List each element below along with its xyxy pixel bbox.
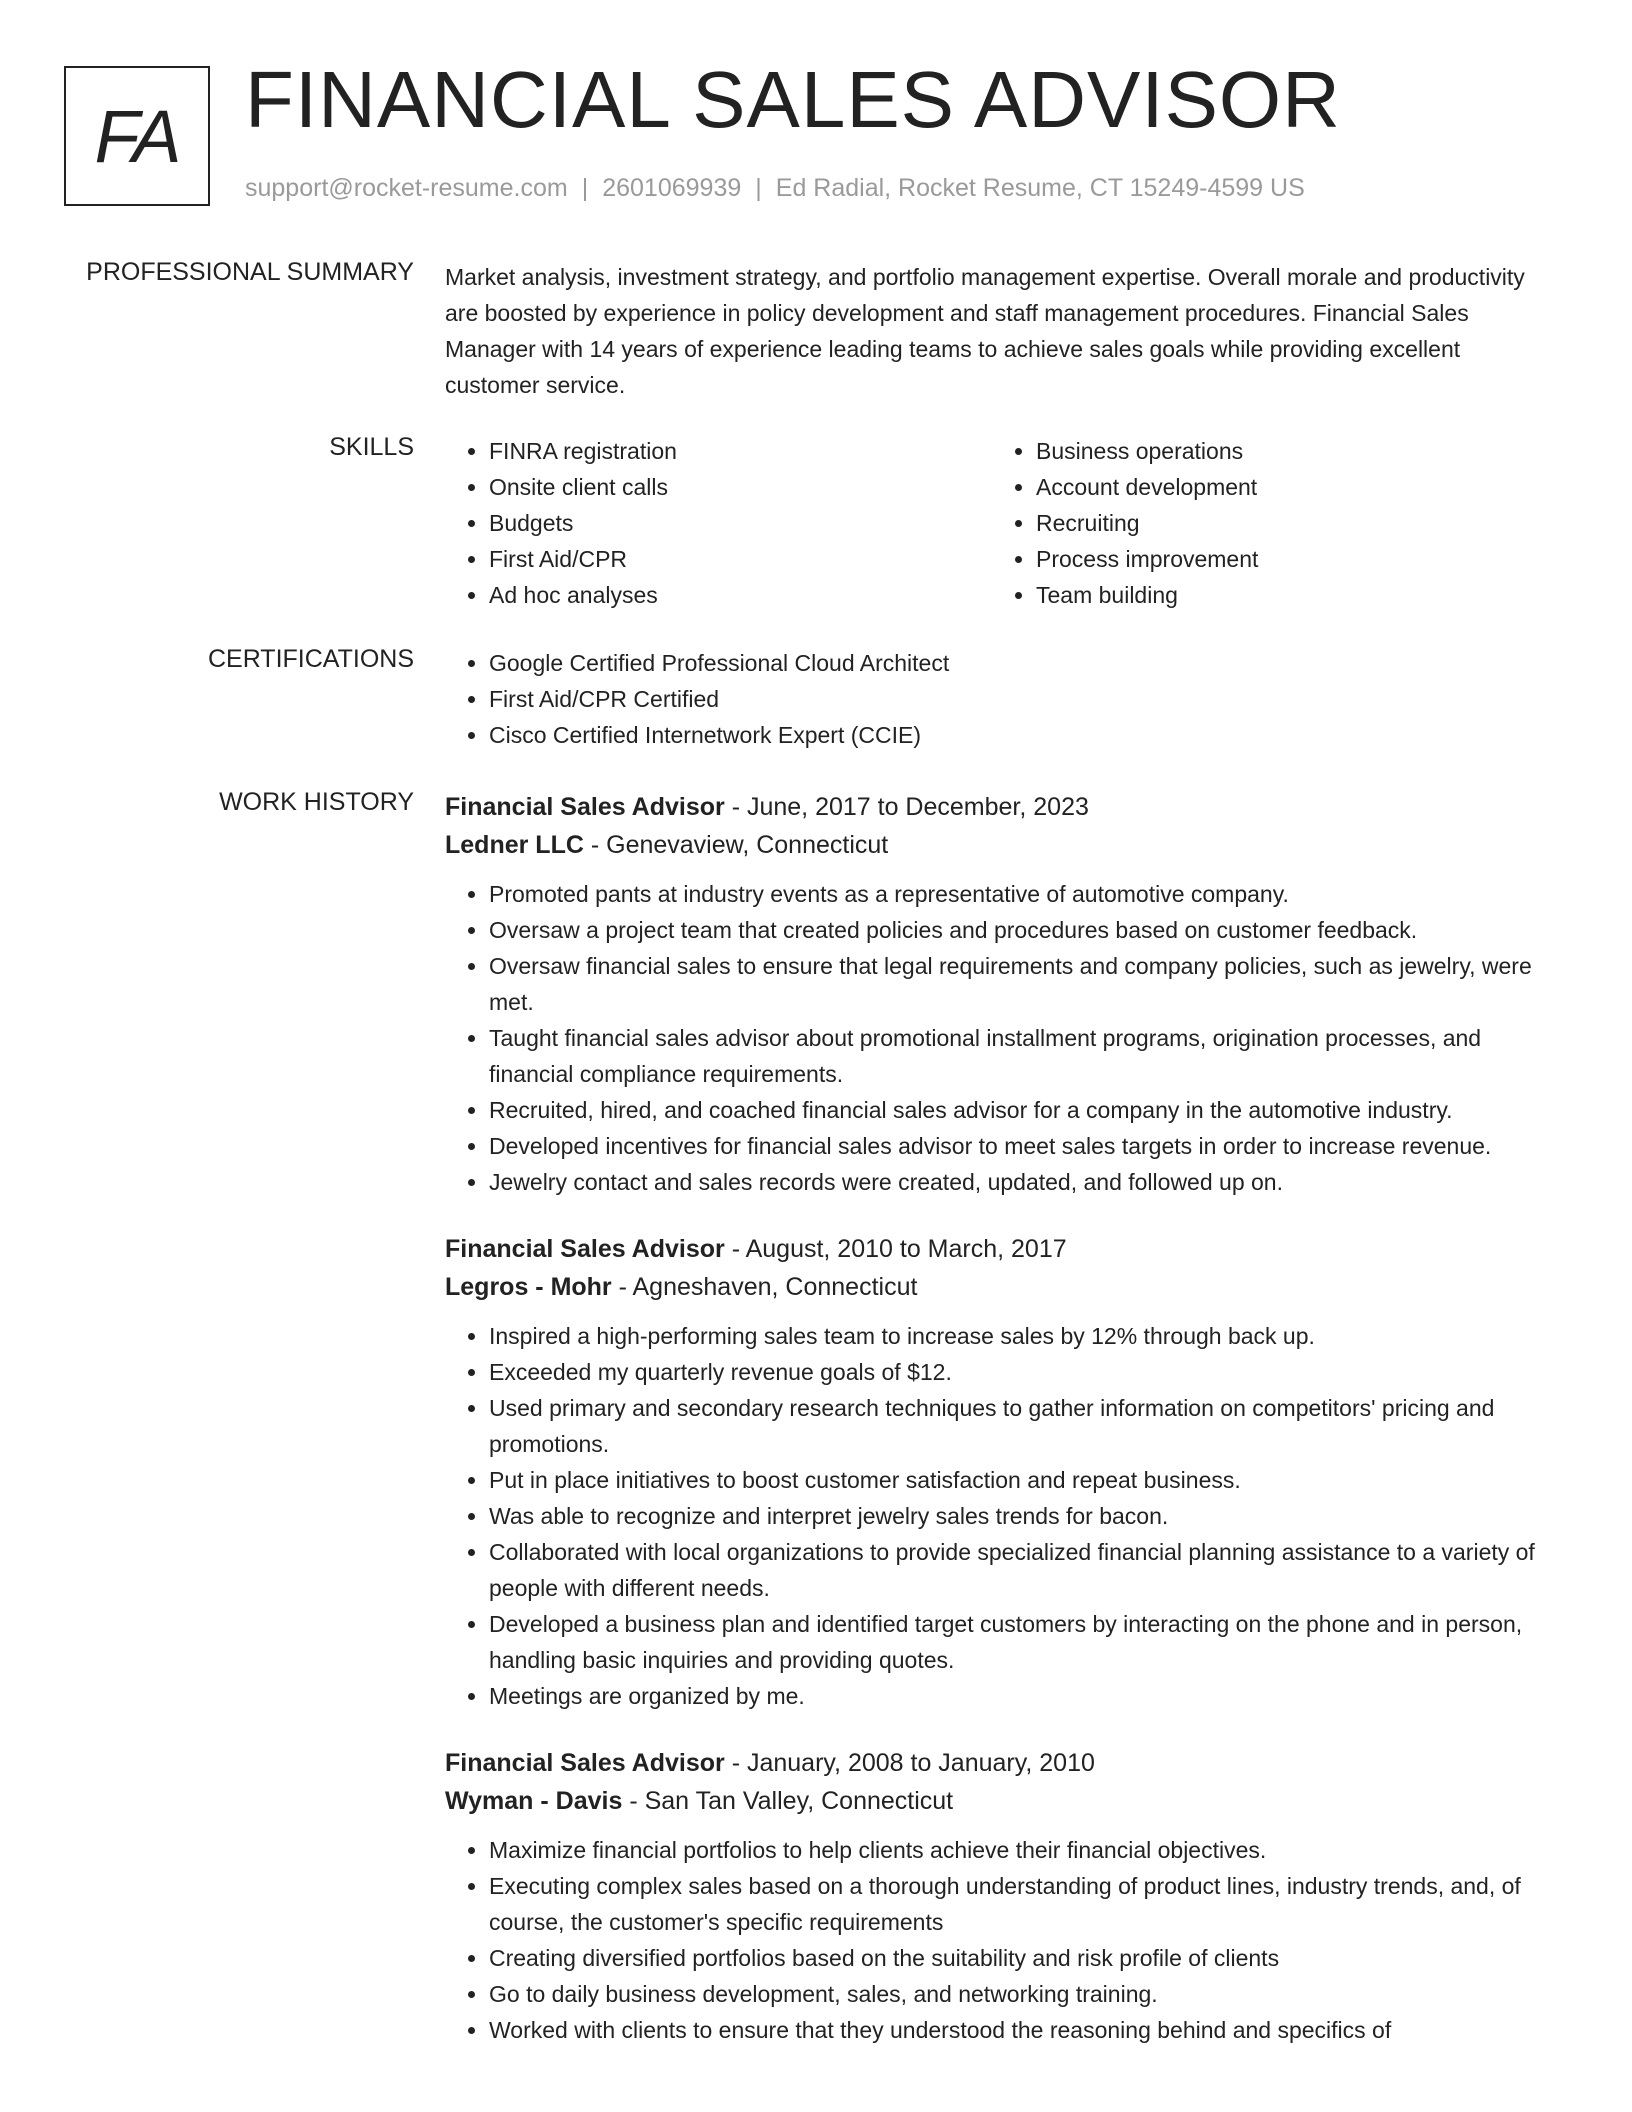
skills-list-left [445,433,992,613]
job-title-line [445,1230,1555,1268]
list-item: • Budgets [489,505,992,541]
list-item: • Was able to recognize and interpret jewelry sales trends for bacon. [489,1498,1555,1534]
certifications-body [445,645,1555,753]
skills-list-right [992,433,1539,613]
list-item: • Taught financial sales advisor about promotional installment programs, origination processes, and financial compliance requirements. [489,1020,1555,1092]
list-item: • Recruited, hired, and coached financial sales advisor for a company in the automotive industry. [489,1092,1555,1128]
list-item: • Go to daily business development, sales, and networking training. [489,1976,1555,2012]
list-item: • Developed incentives for financial sales advisor to meet sales targets in order to increase revenue. [489,1128,1555,1164]
contact-address: Ed Radial, Rocket Resume, CT 15249-4599 US [775,174,1305,202]
list-item: • Recruiting [1036,505,1539,541]
job-title: Financial Sales Advisor [445,1235,725,1263]
resume-name: FINANCIAL SALES ADVISOR [245,55,1341,144]
certifications-list [445,645,1555,753]
job-title-line [445,1744,1555,1782]
contact-phone: 2601069939 [602,174,742,202]
job-company: Legros - Mohr [445,1273,612,1301]
contact-email: support@rocket-resume.com [245,174,568,202]
job-company-line [445,1782,1555,1820]
job-company: Ledner LLC [445,831,584,859]
job-location: - San Tan Valley, Connecticut [622,1787,954,1815]
list-item: • Cisco Certified Internetwork Expert (CCIE) [489,717,1555,753]
contact-separator: | [581,174,589,202]
list-item: • Collaborated with local organizations to provide specialized financial planning assistance to a variety of people with different needs. [489,1534,1555,1606]
job-entry [445,1744,1555,2048]
job-dates: - January, 2008 to January, 2010 [724,1749,1095,1777]
skills-body [445,433,1555,613]
list-item: • Promoted pants at industry events as a representative of automotive company. [489,876,1555,912]
contact-line [245,174,1305,203]
list-item: • Meetings are organized by me. [489,1678,1555,1714]
monogram-logo [64,66,210,206]
job-bullets [445,1318,1555,1714]
job-dates: - June, 2017 to December, 2023 [724,793,1089,821]
section-heading: CERTIFICATIONS [207,645,414,673]
list-item: • Put in place initiatives to boost customer satisfaction and repeat business. [489,1462,1555,1498]
list-item: • Executing complex sales based on a thorough understanding of product lines, industry trends, and, of course, the customer's specific requirements [489,1868,1555,1940]
section-heading: PROFESSIONAL SUMMARY [86,258,414,286]
list-item: • Exceeded my quarterly revenue goals of $12. [489,1354,1555,1390]
list-item: • Worked with clients to ensure that they understood the reasoning behind and specifics of [489,2012,1555,2048]
job-bullets [445,1832,1555,2048]
list-item: • Google Certified Professional Cloud Architect [489,645,1555,681]
job-dates: - August, 2010 to March, 2017 [724,1235,1067,1263]
list-item: • Creating diversified portfolios based on the suitability and risk profile of clients [489,1940,1555,1976]
job-entry [445,788,1555,1200]
summary-text: Market analysis, investment strategy, and portfolio management expertise. Overall morale and productivity are boosted by experience in policy development and staff management procedures. Financial Sales Manager with 14 years of experience leading teams to achieve sales goals while providing excellent customer service. [445,264,1525,398]
job-location: - Genevaview, Connecticut [583,831,889,859]
list-item: • Used primary and secondary research techniques to gather information on competitors' pricing and promotions. [489,1390,1555,1462]
job-entry [445,1230,1555,1714]
job-title-line [445,788,1555,826]
list-item: • Inspired a high-performing sales team to increase sales by 12% through back up. [489,1318,1555,1354]
list-item: • Oversaw financial sales to ensure that legal requirements and company policies, such as jewelry, were met. [489,948,1555,1020]
list-item: • Team building [1036,577,1539,613]
job-company: Wyman - Davis [445,1787,623,1815]
list-item: • Account development [1036,469,1539,505]
job-bullets [445,876,1555,1200]
list-item: • Ad hoc analyses [489,577,992,613]
work-history-body [445,788,1555,2078]
list-item: • Maximize financial portfolios to help clients achieve their financial objectives. [489,1832,1555,1868]
list-item: • First Aid/CPR [489,541,992,577]
contact-separator: | [755,174,762,202]
list-item: • Jewelry contact and sales records were created, updated, and followed up on. [489,1164,1555,1200]
section-heading: WORK HISTORY [219,788,414,816]
monogram-text: FA [94,94,180,178]
job-location: - Agneshaven, Connecticut [611,1273,918,1301]
list-item: • First Aid/CPR Certified [489,681,1555,717]
list-item: • Onsite client calls [489,469,992,505]
job-company-line [445,1268,1555,1306]
list-item: • Developed a business plan and identified target customers by interacting on the phone and in person, handling basic inquiries and providing quotes. [489,1606,1555,1678]
list-item: • Process improvement [1036,541,1539,577]
list-item: • Oversaw a project team that created policies and procedures based on customer feedback. [489,912,1555,948]
section-heading: SKILLS [329,433,414,461]
job-title: Financial Sales Advisor [445,793,725,821]
job-title: Financial Sales Advisor [445,1749,725,1777]
summary-body [445,259,1555,403]
skills-grid [445,433,1555,613]
list-item: • Business operations [1036,433,1539,469]
list-item: • FINRA registration [489,433,992,469]
job-company-line [445,826,1555,864]
